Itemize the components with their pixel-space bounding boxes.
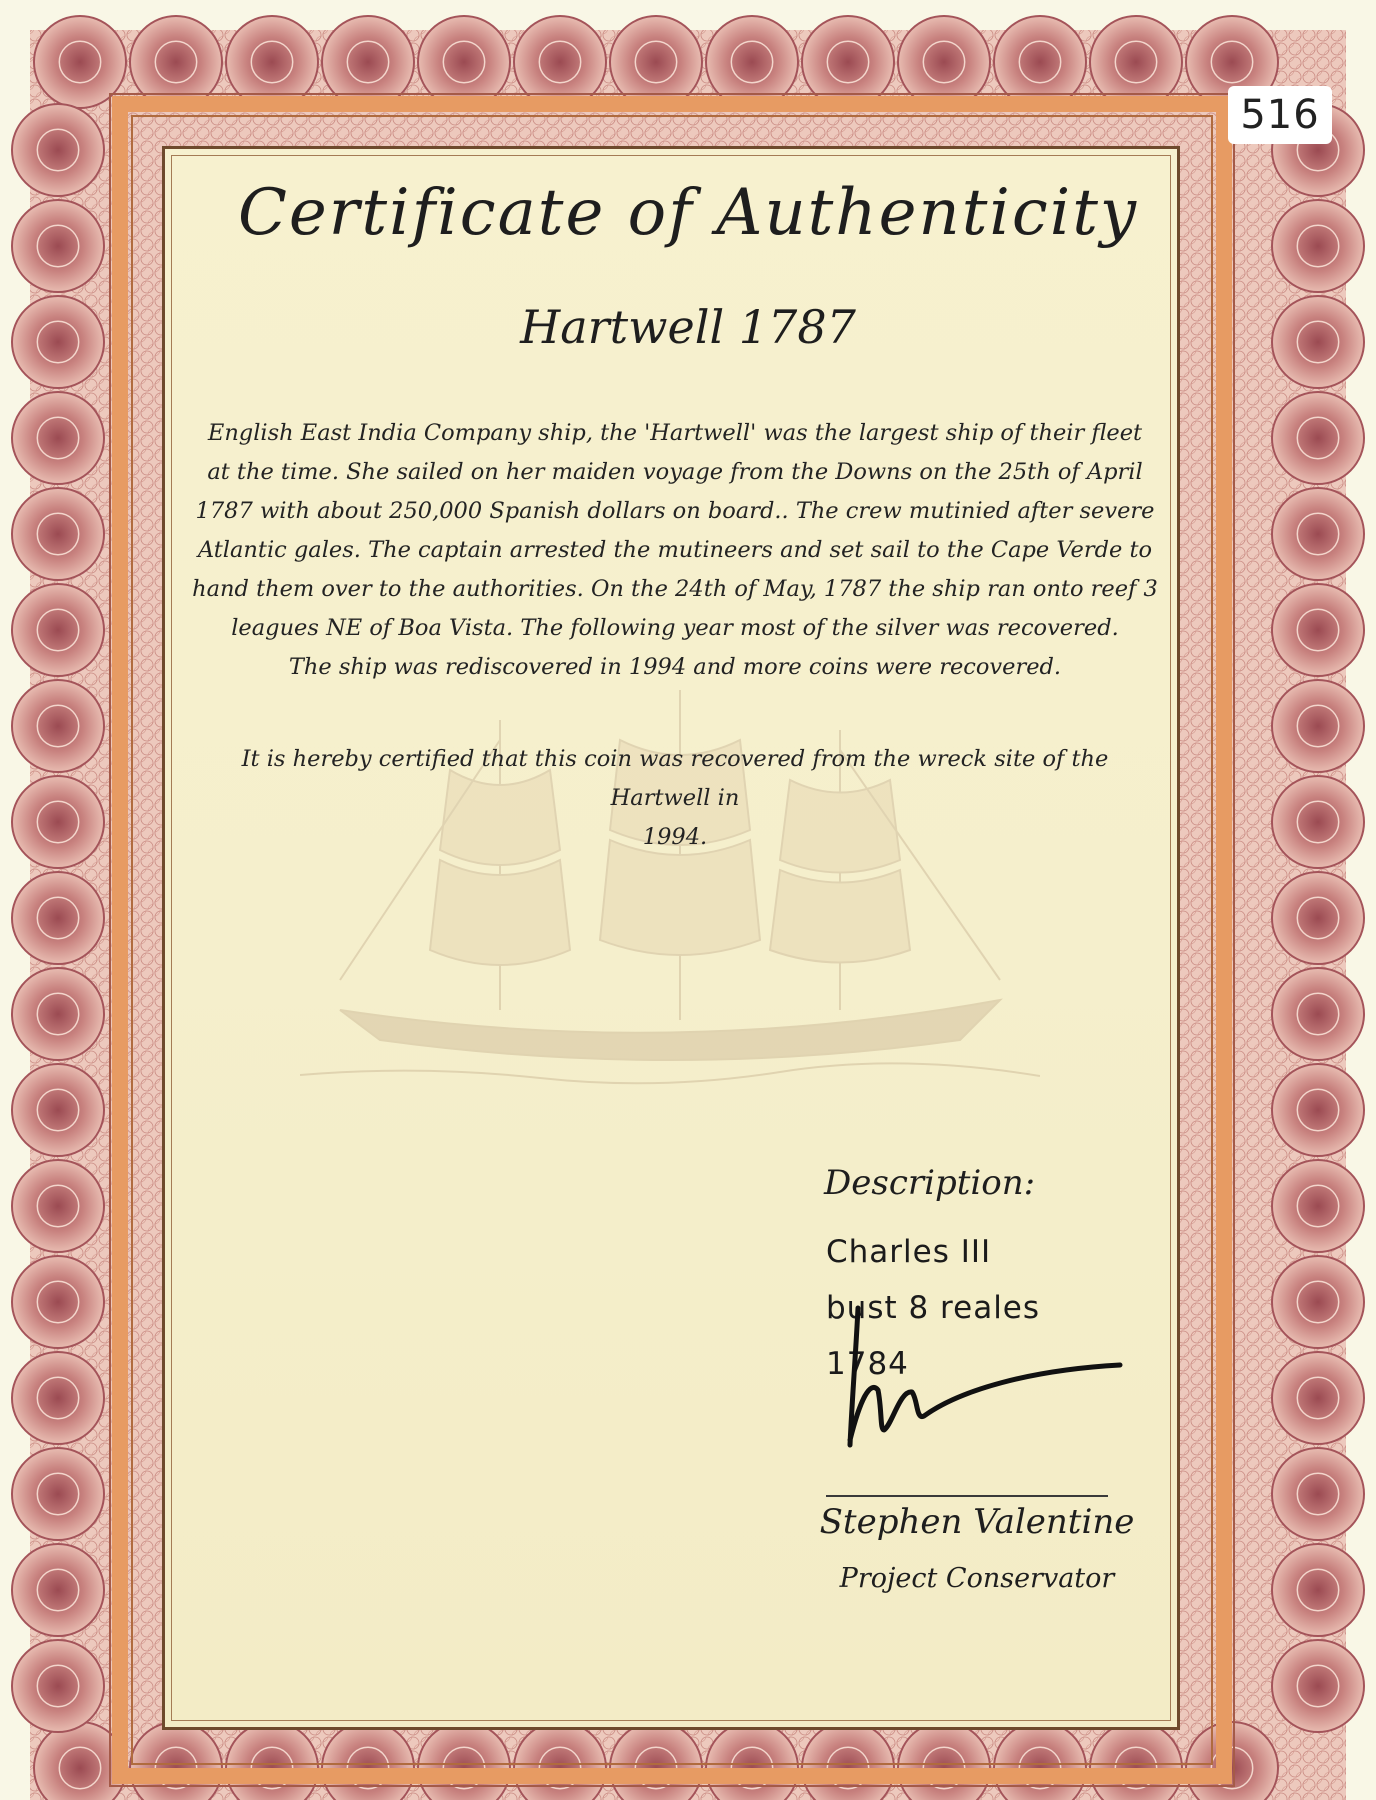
scallop-ornament <box>12 680 104 772</box>
history-line: hand them over to the authorities. On the 24th of May, 1787 the ship ran onto reef 3 <box>192 576 1158 602</box>
scallop-ornament <box>1272 1448 1364 1540</box>
scallop-ornament <box>1272 680 1364 772</box>
page-number-tag: 516 <box>1228 86 1332 144</box>
history-line: English East India Company ship, the 'Hartwell' was the largest ship of their fleet <box>207 420 1143 446</box>
certificate-title: Certificate of Authenticity <box>237 176 1139 250</box>
history-paragraph <box>190 414 1160 687</box>
scallop-ornament <box>12 1352 104 1444</box>
certification-statement <box>190 740 1160 857</box>
scallop-ornament <box>1272 488 1364 580</box>
scallop-ornament <box>1272 296 1364 388</box>
scallop-ornament <box>12 1256 104 1348</box>
scallop-ornament <box>12 1544 104 1636</box>
scallop-ornament <box>1272 872 1364 964</box>
scallop-ornament <box>1272 392 1364 484</box>
scallop-ornament <box>12 776 104 868</box>
scallop-ornament <box>12 488 104 580</box>
history-line: 1787 with about 250,000 Spanish dollars on board.. The crew mutinied after severe <box>195 498 1155 524</box>
history-line: at the time. She sailed on her maiden voyage from the Downs on the 25th of April <box>207 459 1143 485</box>
scallop-ornament <box>12 1160 104 1252</box>
signer-title: Project Conservator <box>839 1563 1115 1594</box>
scallop-ornament <box>1272 584 1364 676</box>
certificate-subtitle: Hartwell 1787 <box>520 300 856 354</box>
scallop-ornament <box>1272 1256 1364 1348</box>
scallop-ornament <box>1272 1640 1364 1732</box>
description-line: Charles III <box>826 1234 992 1270</box>
description-heading: Description: <box>824 1163 1036 1203</box>
scallop-ornament <box>1272 968 1364 1060</box>
signature-line <box>826 1495 1108 1497</box>
description-line: bust 8 reales <box>826 1290 1041 1326</box>
scallop-ornament <box>12 200 104 292</box>
scallop-ornament <box>12 392 104 484</box>
scallop-ornament <box>12 968 104 1060</box>
scallop-ornament <box>12 584 104 676</box>
certify-line: It is hereby certified that this coin was recovered from the wreck site of the Hartwell in <box>241 746 1109 811</box>
history-line: Atlantic gales. The captain arrested the mutineers and set sail to the Cape Verde to <box>197 537 1153 563</box>
scallop-ornament <box>12 1448 104 1540</box>
signer-name: Stephen Valentine <box>819 1502 1135 1542</box>
scallop-ornament <box>12 872 104 964</box>
scallop-ornament <box>12 1064 104 1156</box>
handwritten-signature <box>820 1280 1140 1480</box>
scallop-ornament <box>1272 1160 1364 1252</box>
scallop-ornament <box>12 104 104 196</box>
scallop-ornament <box>1272 1064 1364 1156</box>
history-line: leagues NE of Boa Vista. The following year most of the silver was recovered. <box>231 615 1119 641</box>
scallop-ornament <box>12 296 104 388</box>
scallop-ornament <box>12 1640 104 1732</box>
scallop-ornament <box>1272 1352 1364 1444</box>
description-line: 1784 <box>826 1346 909 1382</box>
certify-line: 1994. <box>642 824 708 850</box>
history-line: The ship was rediscovered in 1994 and more coins were recovered. <box>288 654 1062 680</box>
scallop-ornament <box>1272 776 1364 868</box>
scallop-ornament <box>1272 1544 1364 1636</box>
scallop-ornament <box>1272 200 1364 292</box>
